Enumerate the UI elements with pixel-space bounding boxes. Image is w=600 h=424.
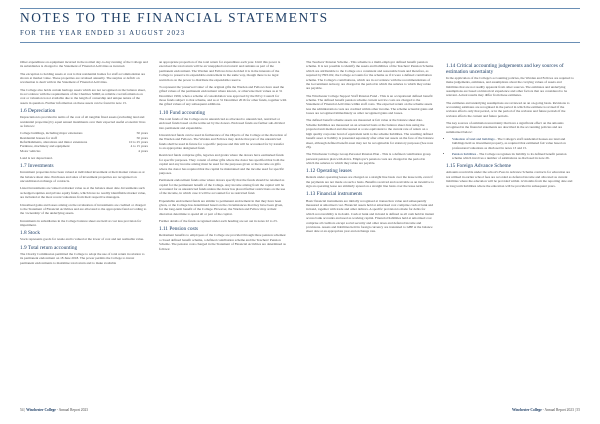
paragraph: To represent the 'preserved value' of the original gifts the Warden and Fellows have used the gifted values of the permanent endowment where known, or otherwise their values as at 31 December 1999, when a scheme of consolidation was approved by the Privy Council for those funds subject to that scheme, and as at 31 December 2016 for other funds, together with the gifted values of any subsequent additions. — [159, 84, 287, 107]
section-heading-fund-accounting: 1.10 Fund accounting — [159, 109, 206, 116]
rate-label: Refurbishments, alterations and minor extensions — [20, 140, 88, 145]
header-bottom-rule — [20, 42, 580, 43]
section-heading-total-return: 1.9 Total return accounting — [20, 244, 78, 251]
section-heading-stock: 1.8 Stock — [20, 230, 41, 237]
rate-value: 4 to 15 years — [130, 144, 148, 149]
rate-label: Residential houses for staff — [20, 135, 57, 140]
column-3 — [306, 60, 434, 237]
paragraph: The total funds of the College are in unrestricted as allocated to unrestricted, restricted or endowed funds based on the terms set by the donors. Endowed funds are further sub-divided into permanent and expendable. — [159, 116, 285, 130]
paragraph: The estimates and underlying assumptions are reviewed on an on-going basis. Revisions to accounting estimates are recognised in the period in which the estimate is revised if the revision affects only that period, or in the period of the revision and future periods if the revision affects the current and future periods. — [446, 100, 570, 118]
list-item-text: - The College recognises its liability to its defined benefit pension scheme which involves a number of estimations as disclosed in note 26. — [452, 151, 567, 160]
footer-separator: | — [573, 408, 577, 412]
paragraph: Unrealised gains and losses arising on the revaluation of investments are credited or charged to the Statement of Financial Activities and are allocated to the appropriate fund according to the 'ownership' of the underlying assets. — [20, 202, 147, 216]
paragraph: Other expenditure on equipment incurred in the normal day-to-day running of the College and its subsidiaries is charged to the Statement of Financial Activities as incurred. — [20, 60, 148, 69]
column-1 — [20, 60, 148, 268]
rate-value: 50 years — [136, 135, 148, 140]
paragraph: Rentals under operating leases are charged on a straight line basis over the lease term, even if the payments are not made on such a basis. Benefits received and receivable as an incentive to sign an operating lease are similarly spread on a straight line basis over the lease term. — [306, 175, 434, 189]
paragraph: The exception to holding assets at cost is that residential homes for staff accommodation are shown at market value. These properties are revalued annually. The surplus or deficit on revaluation is dealt with in the Statement of Financial Activities. — [20, 71, 146, 85]
paragraph: Land is not depreciated. — [20, 156, 53, 161]
paragraph: The College also holds certain heritage assets which are not recognised on the balance sheet, in accordance with the requirements of the Charities SORP, as reliable cost information on cost or valuation is not available due to the length of ownership and unique nature of the assets in question. Further information on these assets can be found in note 13. — [20, 87, 146, 105]
paragraph: Investment properties have been valued at individual investment at their market values as at the balance sheet date. Purchases and sales of investment properties are recognised on unconditional exchange of contracts. — [20, 170, 145, 184]
paragraph: The key sources of estimation uncertainty that have a significant effect on the amounts recognised in the financial statements are described in the accounting policies and are summarised below: — [446, 120, 564, 134]
header-top-rule — [20, 8, 580, 9]
list-item — [452, 152, 574, 161]
paragraph: Investments in subsidiaries in the College balance sheet are held at cost less provision for impairment. — [20, 218, 142, 227]
footer-org: Winchester College — [512, 408, 542, 412]
paragraph: Listed investments are valued at market value as at the balance sheet date. Investments such as hedged equities and private equity funds, which have no readily identifiable market value, are included at the most recent valuations from their respective managers. — [20, 186, 146, 200]
section-heading-fees-in-advance: 1.15 Foreign Advance Scheme — [446, 163, 512, 170]
list-item-text: - The College's staff residential houses are land and buildings held as investment property, as required that estimated fair value based on professional valuations as disclosed in notes 13 and 15. — [452, 136, 566, 150]
column-4 — [446, 60, 574, 191]
depreciation-rates-table — [20, 131, 148, 153]
rate-label: College buildings, including major extensions — [20, 131, 83, 136]
section-heading-operating-leases: 1.12 Operating leases — [306, 168, 352, 175]
paragraph: Basic financial instruments are initially recognised at transaction value and subsequently measured at amortised cost. Financial assets held at amortised cost comprise cash at bank and in hand, together with trade and other debtors. A specific provision is made for debts for which recoverability is in doubt. Cash at bank and in hand is defined as all cash held in instant access bank accounts and used as working capital. Financial liabilities held at amortised cost comprise all creditors except social security and other taxes and deferred income and provisions. Assets and liabilities held in foreign currency are translated to GBP at the balance sheet date at an appropriate year end exchange rate. — [306, 198, 434, 234]
paragraph: The Winchester College Group Personal Pension Plan - This is a defined contribution group personal pension plan with Aviva. Employer's pension costs are charged in the period in which the salaries to which they relate are payable. — [306, 152, 431, 165]
rate-label: Motor vehicles — [20, 148, 41, 153]
section-heading-depreciation: 1.6 Depreciation — [20, 108, 56, 115]
paragraph: The defined benefit scheme assets are measured at fair value at the balance sheet date. Scheme liabilities are measured on an actuarial basis at the balance sheet date using the projected unit method and discounted at a rate equivalent to the current rate of return on a high quality corporate bond of equivalent term to the scheme liabilities. The resulting defined benefit asset or liability is presented separately after other net assets on the face of the balance sheet, although defined benefit asset may not be recognisable for statutory purposes (See note 26). — [306, 118, 434, 149]
paragraph: The Teachers' Pension Scheme - This scheme is a multi-employer defined benefit pension scheme. It is not possible to identify the assets and liabilities of the Teachers' Pension Scheme which are attributable to the College on a consistent and reasonable basis and therefore, as required by FRS102, the College accounts for the scheme as if it were a defined contribution scheme. The College's contributions, which are in accordance with the recommendations of the Government Actuary, are charged in the period in which the salaries to which they relate are payable. — [306, 60, 434, 91]
list-item — [452, 137, 574, 150]
paragraph: Unrestricted funds can be used in furtherance of the Objects of the College at the discretion of the Warden and Fellows. The Warden and Fellows may decide that part of the unrestricted funds shall be used in future for a specific purpose and this will be accounted for by transfer to an appropriate designated fund. — [159, 132, 287, 151]
footer-report: - Annual Report 2023 — [55, 408, 88, 412]
page-title: NOTES TO THE FINANCIAL STATEMENTS — [20, 10, 329, 25]
column-2 — [159, 60, 287, 254]
page-number: 55 — [576, 408, 580, 412]
page-subtitle: FOR THE YEAR ENDED 31 AUGUST 2023 — [20, 29, 186, 37]
paragraph: Further details of the funds recognised under each heading are set out in notes 22 to 23. — [159, 218, 278, 223]
rate-value: 50 years — [136, 131, 148, 136]
paragraph: Amounts receivable under the school's Fees in Advance Scheme contracts for education are not utilised in earlier school fees are recorded as deferred income and allocated as current liabilities where the education will be provided within 12 months from the reporting date and as long term liabilities where the education will be provided in subsequent years. — [446, 170, 573, 188]
section-heading-critical-judgements: 1.14 Critical accounting judgements and key sources of estimation uncertainty — [446, 62, 564, 75]
paragraph: Depreciation is provided in terms of the cost of all tangible fixed assets (excluding land and residential properties) by equal annual instalments over their expected useful economic lives as follows: — [20, 115, 146, 129]
footer-org: Winchester College — [26, 408, 56, 412]
paragraph: Restricted funds comprise gifts, legacies and grants where the donors have earmarked funds for specific purposes. They consist of either gifts where the donor has specified that both the capital and any income arising must be used for the purposes given or the income on gifts where the donor has required that the capital be maintained and the income used for specific purposes. — [159, 153, 285, 175]
rate-value: 4 years — [138, 148, 148, 153]
rate-row — [20, 149, 148, 153]
paragraph: Retirement benefits to employees of the College are provided through three pension schemes: a closed defined benefit scheme, a defined contribution scheme and the Teachers' Pension Scheme. The pension costs charged in the Statement of Financial Activities are determined as follows: — [159, 233, 287, 251]
paragraph: Expendable endowment funds are similar to permanent endowment in that they have been given, or the College has determined based on the circumstances that they have been given, for the long-term benefit of the College. However, the Warden and Fellow may at their discretion determine to spend all or part of the capital. — [159, 198, 284, 216]
rate-value: 10 to 25 years — [128, 140, 148, 145]
paragraph: In the application of the College's accounting policies, the Warden and Fellows are required to make judgements, estimates, and assumptions about the carrying values of assets and liabilities that are not readily apparent from other sources. The estimates and underlying assumptions are based on historical experience and other factors that are considered to be relevant. Actual results may differ from these estimates. — [446, 75, 574, 98]
footer-right — [512, 408, 580, 412]
estimation-list — [446, 137, 574, 160]
footer-separator: | — [23, 408, 27, 412]
footer-report: - Annual Report 2023 — [541, 408, 574, 412]
section-heading-financial-instruments: 1.13 Financial instruments — [306, 191, 363, 198]
paragraph: an appropriate proportion of the total return for expenditure each year. Until this power is exercised the total return will be an 'unapplied total return' and remains as part of the permanent endowment. The Warden and Fellows have decided it is in the interests of the College to preserve its expendable endowment in the same way, though there is no legal restriction on the power to distribute the expendable reserve. — [159, 60, 281, 82]
paragraph: The Winchester College Support Staff Pension Fund - This is an occupational defined benefit scheme. The defined benefit pension scheme current service costs are charged to the Statement of Financial Activities within staff costs. The expected return on the scheme assets less the administration costs are credited within other income. The scheme actuarial gains and losses are recognised immediately as other recognised gains and losses. — [306, 93, 434, 116]
section-heading-pension-costs: 1.11 Pension costs — [159, 226, 199, 233]
paragraph: Stock represents goods for resale and is valued at the lower of cost and net realisable value. — [20, 237, 144, 242]
list-item-label: Pension liabilities — [452, 151, 477, 156]
rate-label: Furniture, machinery and equipment — [20, 144, 70, 149]
page-number: 54 — [20, 408, 24, 412]
list-item-label: Valuation of land and buildings — [452, 136, 495, 141]
footer-left — [20, 408, 88, 412]
section-heading-investments: 1.7 Investments — [20, 163, 54, 170]
paragraph: The Charity Commission permitted the College to adopt the use of total return in relation to its permanent endowment on 18 June 2018. The power permits the College to invest permanent endowments to maximise total return and to make available — [20, 251, 145, 265]
paragraph: Permanent endowment funds arise where donors specify that the funds should be retained as capital for the permanent benefit of the College. Any income arising from the capital will be accounted for as unrestricted funds unless the donor has placed further restrictions on the use of the income, in which case it will be accounted for as restricted fund. — [159, 178, 286, 196]
